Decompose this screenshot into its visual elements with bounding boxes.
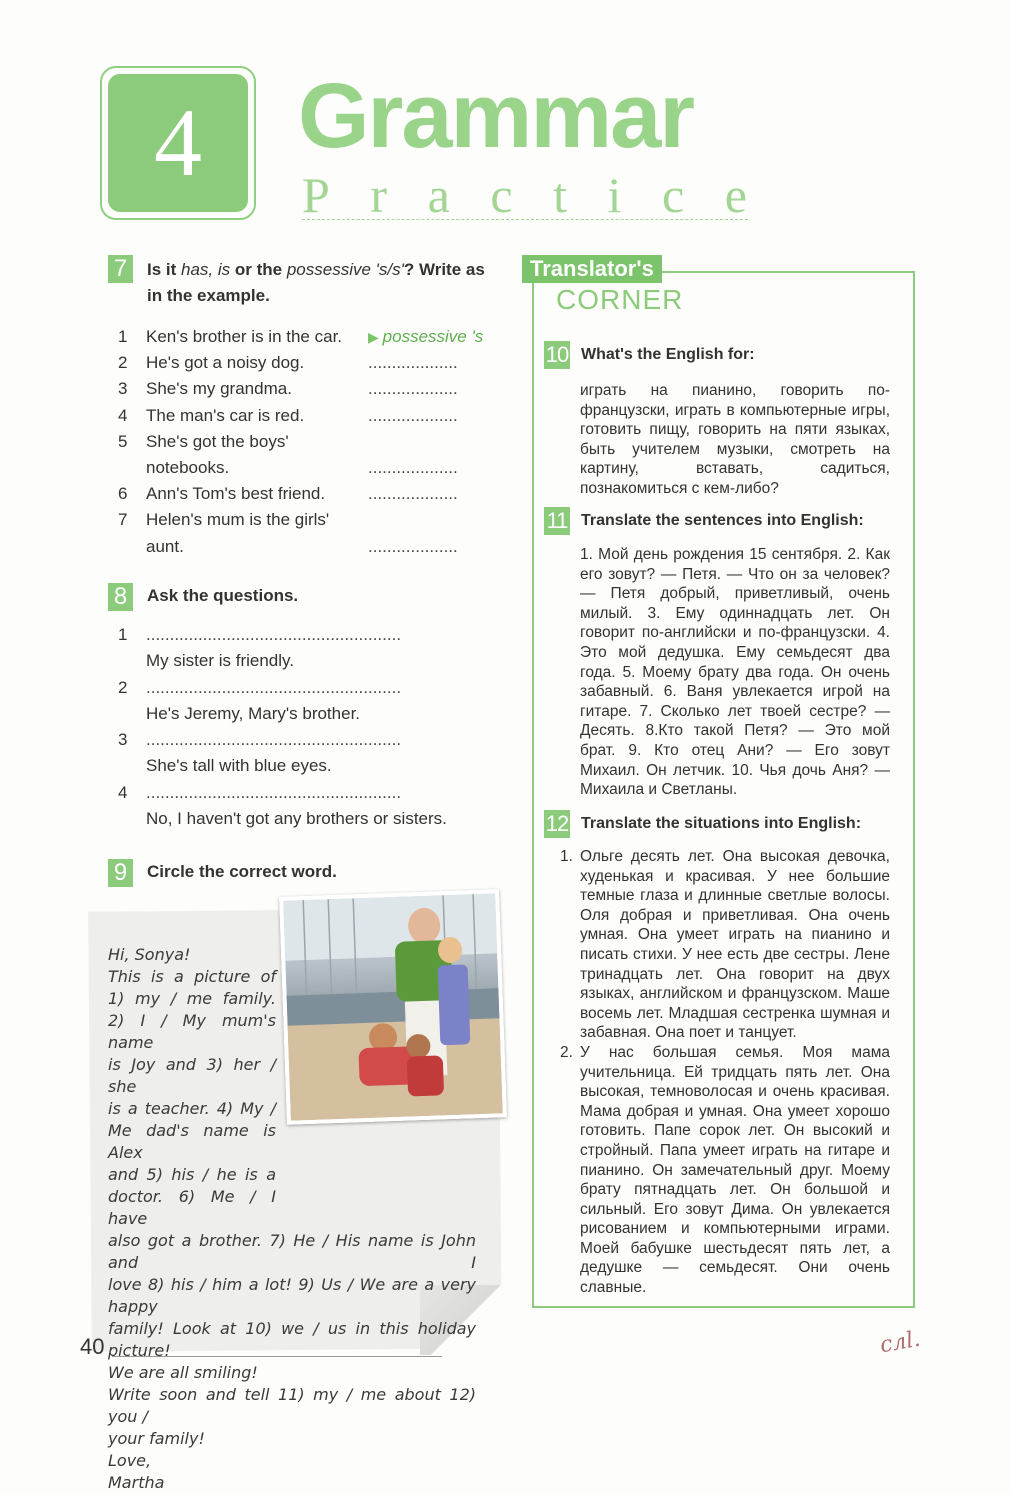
letter-line: Write soon and tell 11) my / me about 12) you / xyxy=(108,1385,476,1426)
handwritten-mark: cлl. xyxy=(878,1326,923,1359)
subtitle-letter: e xyxy=(724,167,747,223)
item-number: 1. xyxy=(560,848,573,865)
subtitle-letter: t xyxy=(553,167,567,223)
dots: ................... xyxy=(368,379,458,399)
item-number: 2 xyxy=(118,677,128,697)
subtitle-letter: c xyxy=(661,167,685,223)
ex9-title: Circle the correct word. xyxy=(147,862,337,881)
item-number: 6 xyxy=(118,484,128,504)
item-text: She's got the boys' xyxy=(146,431,289,451)
item-number: 5 xyxy=(118,431,128,451)
letter-line: love 8) his / him a lot! 9) Us / We are a very happy xyxy=(108,1275,476,1316)
item-number: 3 xyxy=(118,379,128,399)
page-number: 40 xyxy=(80,1334,105,1359)
letter-line: We are all smiling! xyxy=(108,1363,258,1382)
question-blank: ...................................................... xyxy=(146,730,402,749)
arrow-icon: ▶ xyxy=(368,329,383,345)
letter-line: doctor. 6) Me / I have xyxy=(108,1187,276,1228)
item-text: aunt. xyxy=(146,536,184,556)
answer-blank xyxy=(368,376,458,402)
ex12-badge: 12 xyxy=(545,811,569,836)
question-blank: ...................................................... xyxy=(146,782,402,802)
subtitle-letter: P xyxy=(302,167,330,223)
item-text: notebooks. xyxy=(146,457,230,477)
item-text: Ann's Tom's best friend. xyxy=(146,484,326,504)
ex7-title xyxy=(147,257,497,309)
given-answer: My sister is friendly. xyxy=(146,651,294,670)
letter-line: is a teacher. 4) My / xyxy=(108,1099,276,1118)
question-blank: ...................................................... xyxy=(146,625,402,644)
answer-blank xyxy=(368,350,458,376)
item-text: She's my grandma. xyxy=(146,379,292,399)
ex10-title: What's the English for: xyxy=(581,346,755,363)
ex8-title: Ask the questions. xyxy=(147,586,299,605)
subtitle-letter: r xyxy=(370,167,388,223)
ex9-badge: 9 xyxy=(108,859,133,887)
letter-line: Hi, Sonya! xyxy=(108,945,191,964)
letter-line: Me dad's name is Alex xyxy=(108,1121,276,1162)
ex10-number xyxy=(544,341,570,369)
answer-blank xyxy=(368,403,458,429)
ex12-item xyxy=(560,847,890,1043)
ex7-badge: 7 xyxy=(108,255,133,283)
ex7-title-part: ? Write as in the example. xyxy=(147,260,485,305)
title-divider xyxy=(302,219,748,220)
dots: ................... xyxy=(368,353,458,373)
ex11-badge: 11 xyxy=(544,507,570,535)
unit-number: 4 xyxy=(154,89,202,196)
page-rule xyxy=(112,1356,442,1357)
item-number: 3 xyxy=(118,730,128,749)
given-answer: She's tall with blue eyes. xyxy=(146,756,332,775)
given-answer: No, I haven't got any brothers or sisters. xyxy=(146,808,447,828)
example-answer xyxy=(368,324,483,350)
answer-blank xyxy=(368,534,458,560)
item-text: The man's car is red. xyxy=(146,405,305,425)
letter-line: also got a brother. 7) He / His name is John and I xyxy=(108,1231,476,1272)
ex12-item xyxy=(560,1043,890,1298)
item-text: He's got a noisy dog. xyxy=(146,353,305,373)
letter-line: Love, xyxy=(108,1451,152,1470)
letter-line: Martha xyxy=(108,1473,165,1492)
ex8-badge: 8 xyxy=(108,583,133,611)
ex7-title-part: possessive 's/s' xyxy=(286,260,404,279)
letter-line: 1) my / me family. xyxy=(108,989,276,1008)
page-title: Grammar xyxy=(298,65,694,167)
item-text: Helen's mum is the girls' xyxy=(146,510,330,530)
ex11-title: Translate the sentences into English: xyxy=(581,512,864,529)
item-number: 7 xyxy=(118,510,128,530)
ex9-number xyxy=(108,859,133,887)
letter-line: family! Look at 10) we / us in this holiday picture! xyxy=(108,1319,476,1360)
ex12-list xyxy=(560,847,890,1298)
subtitle-letter: i xyxy=(607,167,622,223)
ex7-number xyxy=(108,255,133,283)
item-number: 2. xyxy=(560,1043,573,1061)
item-number: 2 xyxy=(118,353,128,373)
letter-text xyxy=(108,944,476,1494)
item-number: 1 xyxy=(118,625,128,644)
translators-banner: Translator's xyxy=(522,255,662,283)
dots: ................... xyxy=(368,457,458,477)
question-blank: ...................................................... xyxy=(146,677,402,697)
unit-badge xyxy=(100,66,256,220)
ex10-text: играть на пианино, говорить по-французски, играть в компьютерные игры, готовить пищу, говорить на пяти языках, быть учителем музыки, смотреть на картину, вставать, садиться, познакомиться с кем-либо? xyxy=(580,382,890,497)
item-text: У нас большая семья. Моя мама учительница. Ей тридцать пять лет. Она высокая, темноволосая и очень красивая. Мама добрая и умная. Она умеет хорошо готовить. Папе сорок лет. Он высокий и стройный. Папа умеет играть на гитаре и пианино. Он замечательный друг. Моему брату пятнадцать лет. Он большой и сильный. Его зовут Дима. Он увлекается рисованием и компьютерными играми. Моей бабушке шестьдесят пять лет, а дедушке — семьдесят. Они очень славные. xyxy=(580,1043,890,1297)
letter-line: is Joy and 3) her / she xyxy=(108,1055,276,1096)
answer-blank xyxy=(368,481,458,507)
item-text: Ольге десять лет. Она высокая девочка, худенькая и красивая. У нее большие темные глаза и длинные светлые волосы. Оля добрая и приветливая. Она очень умная. Она умеет играть на пианино и писать стихи. У нее есть две сестры. Лене тринадцать лет. Она говорит на двух языках, английском и французском. Маше восемь лет. Младшая сестренка шумная и забавная. Она поет и танцует. xyxy=(580,848,890,1042)
ex7-title-part: has, is xyxy=(181,260,231,279)
ex12-number xyxy=(544,810,570,838)
dots: ................... xyxy=(368,536,458,556)
dots: ................... xyxy=(368,484,458,504)
letter-line: your family! xyxy=(108,1429,205,1448)
ex7-title-part: or the xyxy=(230,260,287,279)
subtitle-letter: a xyxy=(427,167,450,223)
given-answer: He's Jeremy, Mary's brother. xyxy=(146,703,361,723)
ex10-badge: 10 xyxy=(545,342,569,367)
page-subtitle xyxy=(302,167,747,223)
item-number: 1 xyxy=(118,327,128,346)
item-number: 4 xyxy=(118,405,128,425)
letter-line: This is a picture of xyxy=(108,967,276,986)
ex11-text: 1. Мой день рождения 15 сентября. 2. Как его зовут? — Петя. — Что он за человек? — Петя добрый, приветливый, очень милый. 3. Ему одиннадцать лет. Он говорит по-английски и по-французски. 4. Это мой дедушка. Ему семьдесят два года. 5. Моему брату два года. Он очень забавный. 6. Ваня увлекается игрой на гитаре. 7. Сколько лет твоей сестре? — Десять. 8.Кто такой Петя? — Это мой брат. 9. Кто отец Ани? — Его зовут Михаил. Он летчик. 10. Чья дочь Аня? — Михаила и Светланы. xyxy=(580,546,890,799)
ex12-title: Translate the situations into English: xyxy=(581,815,862,832)
ex7-title-part: Is it xyxy=(147,260,182,279)
corner-label: CORNER xyxy=(552,283,687,317)
ex11-number xyxy=(544,507,570,535)
item-number: 4 xyxy=(118,782,128,802)
dots: ................... xyxy=(368,405,458,425)
letter-line: 2) I / My mum's name xyxy=(108,1011,276,1052)
subtitle-letter: c xyxy=(490,167,513,223)
item-text: Ken's brother is in the car. xyxy=(146,327,343,346)
example-text: possessive 's xyxy=(382,327,484,346)
ex8-number xyxy=(108,583,133,611)
answer-blank xyxy=(368,455,458,481)
letter-line: and 5) his / he is a xyxy=(108,1165,276,1184)
